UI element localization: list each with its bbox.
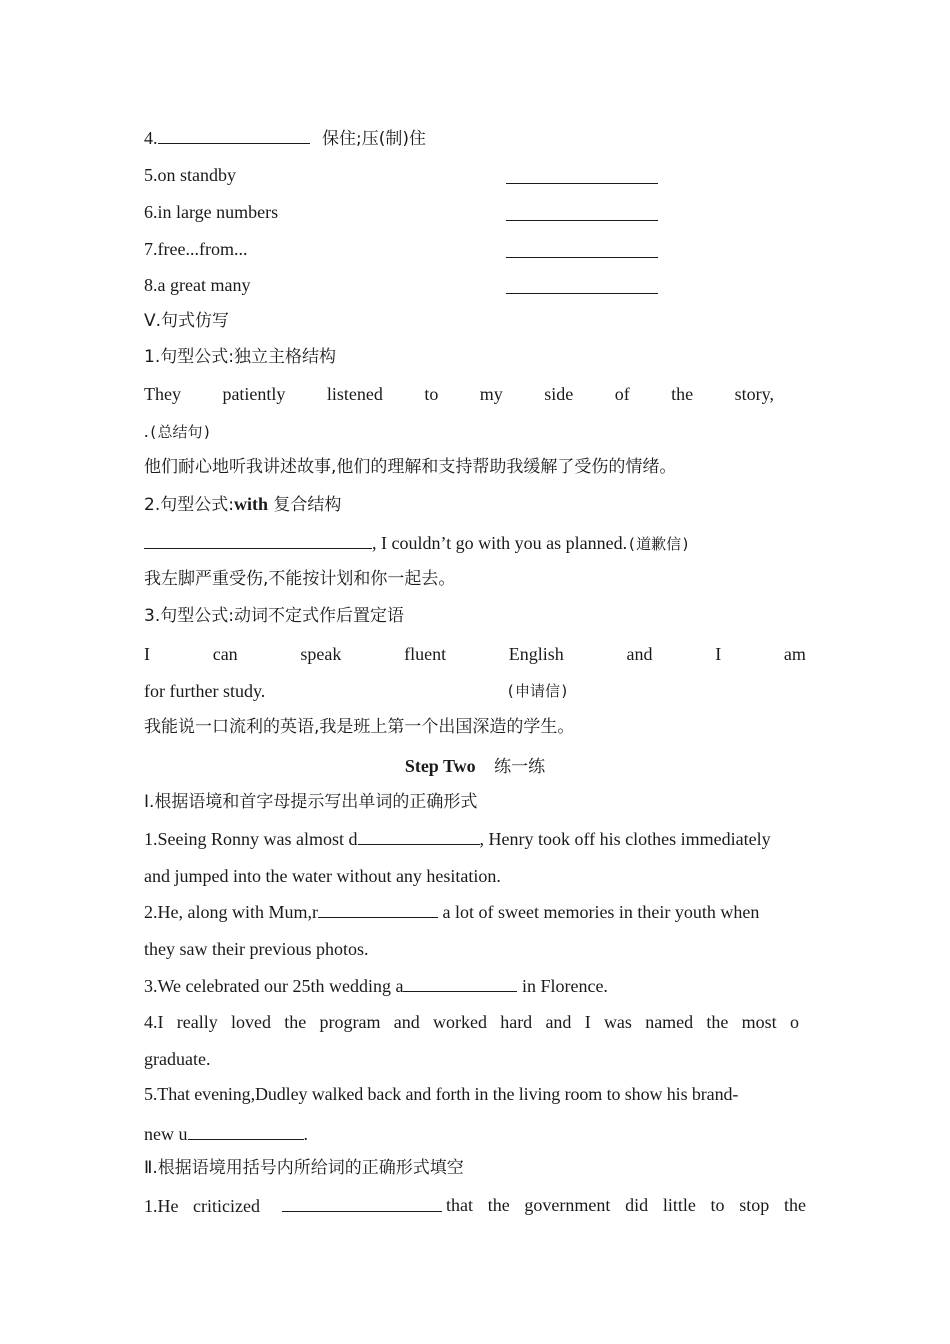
answer-blank[interactable]: [506, 167, 658, 184]
word: am: [783, 644, 806, 664]
question-text: 1.Seeing Ronny was almost d: [144, 829, 358, 849]
q1-line1: [144, 826, 806, 850]
question-text: in Florence.: [521, 976, 608, 996]
step-title-cn: 练一练: [494, 757, 546, 777]
item3-note: (申请信): [506, 682, 570, 700]
section-heading-1: Ⅰ.根据语境和首字母提示写出单词的正确形式: [144, 792, 478, 812]
vocab-item-7: [144, 237, 806, 261]
answer-blank[interactable]: [282, 1193, 442, 1212]
item2-sentence: [144, 530, 806, 554]
word: I: [715, 644, 722, 664]
q5-line2: [144, 1121, 806, 1145]
word: government: [524, 1195, 611, 1215]
section-heading-2: Ⅱ.根据语境用括号内所给词的正确形式填空: [144, 1158, 464, 1178]
question-text: a lot of sweet memories in their youth when: [442, 902, 760, 922]
word: of: [614, 384, 630, 404]
q5-line1: 5.That evening,Dudley walked back and forth in the living room to show his brand-: [144, 1084, 739, 1104]
word: speak: [300, 644, 342, 664]
word: worked: [432, 1012, 487, 1032]
title-text: 复合结构: [267, 495, 342, 515]
word: patiently: [222, 384, 286, 404]
answer-blank[interactable]: [144, 530, 372, 549]
q4-line2: graduate.: [144, 1049, 211, 1069]
step-two-title: [144, 754, 806, 778]
word: I: [584, 1012, 591, 1032]
question-text: 3.We celebrated our 25th wedding a: [144, 976, 404, 996]
question-text: new u: [144, 1124, 188, 1144]
word: and: [545, 1012, 572, 1032]
answer-blank[interactable]: [506, 241, 658, 258]
word: loved: [230, 1012, 271, 1032]
item-text: 7.free...from...: [144, 239, 248, 259]
word: the: [783, 1195, 806, 1215]
word: 4.I: [144, 1012, 164, 1032]
question-text: 2.He, along with Mum,r: [144, 902, 318, 922]
word: my: [479, 384, 503, 404]
word: to: [710, 1195, 725, 1215]
word: o: [789, 1012, 799, 1032]
item1-translation: 他们耐心地听我讲述故事,他们的理解和支持帮助我缓解了受伤的情绪。: [144, 457, 677, 477]
item2-translation: 我左脚严重受伤,不能按计划和你一起去。: [144, 569, 456, 589]
sentence-text: for further study.: [144, 681, 266, 701]
s2-q1-rest: [446, 1193, 806, 1217]
question-text: , Henry took off his clothes immediately: [479, 829, 771, 849]
item-number: 4.: [144, 128, 158, 148]
q2-line2: they saw their previous photos.: [144, 939, 369, 959]
item-meaning: 保住;压(制)住: [322, 129, 426, 149]
item-text: 8.a great many: [144, 275, 251, 295]
question-text: criticized: [193, 1196, 260, 1216]
word: program: [319, 1012, 381, 1032]
answer-blank[interactable]: [506, 204, 658, 221]
word: English: [508, 644, 564, 664]
word: listened: [326, 384, 383, 404]
answer-blank[interactable]: [506, 277, 658, 294]
answer-blank[interactable]: [318, 899, 438, 918]
item3-sentence: [144, 642, 806, 666]
title-bold: with: [233, 494, 268, 514]
word: to: [424, 384, 439, 404]
sentence-text: , I couldn’t go with you as planned.: [372, 533, 628, 553]
step-title-en: Step Two: [404, 756, 476, 776]
word: side: [544, 384, 574, 404]
q1-line2: and jumped into the water without any hesitation.: [144, 866, 501, 886]
word: They: [144, 384, 181, 404]
punctuation: .: [303, 1124, 308, 1144]
q3-line: [144, 973, 806, 997]
item3-continuation: [144, 679, 806, 703]
item2-note: (道歉信): [627, 535, 691, 553]
word: and: [393, 1012, 420, 1032]
word: the: [671, 384, 694, 404]
punctuation: .: [144, 421, 149, 441]
title-text: 2.句型公式:: [144, 495, 234, 515]
word: can: [212, 644, 238, 664]
vocab-item-6: [144, 200, 806, 224]
word: stop: [739, 1195, 770, 1215]
word: hard: [500, 1012, 533, 1032]
item1-sentence: [144, 382, 774, 406]
word: really: [176, 1012, 218, 1032]
word: the: [284, 1012, 307, 1032]
word: most: [741, 1012, 777, 1032]
word: the: [706, 1012, 729, 1032]
item-text: 6.in large numbers: [144, 202, 279, 222]
word: did: [625, 1195, 649, 1215]
vocab-item-5: [144, 163, 806, 187]
q2-line1: [144, 899, 806, 923]
word: fluent: [404, 644, 447, 664]
vocab-item-8: [144, 273, 806, 297]
item2-title: [144, 492, 806, 516]
s2-q1-line: [144, 1193, 806, 1217]
item-text: 5.on standby: [144, 165, 236, 185]
word: that: [446, 1195, 473, 1215]
answer-blank[interactable]: [358, 826, 480, 845]
item3-translation: 我能说一口流利的英语,我是班上第一个出国深造的学生。: [144, 717, 575, 737]
answer-blank[interactable]: [158, 125, 310, 144]
answer-blank[interactable]: [403, 973, 517, 992]
word: story,: [734, 384, 774, 404]
q4-line1: [144, 1010, 799, 1034]
question-text: 1.He: [144, 1196, 179, 1216]
answer-blank[interactable]: [188, 1121, 304, 1140]
word: named: [645, 1012, 694, 1032]
item3-title: 3.句型公式:动词不定式作后置定语: [144, 606, 404, 626]
item1-note: (总结句): [148, 423, 212, 441]
word: and: [626, 644, 653, 664]
section-heading-5: Ⅴ.句式仿写: [144, 311, 230, 331]
word: was: [603, 1012, 632, 1032]
vocab-item-4: [144, 125, 806, 149]
item1-continuation: [144, 419, 806, 443]
word: the: [487, 1195, 510, 1215]
word: little: [662, 1195, 696, 1215]
word: I: [144, 644, 150, 664]
item1-title: 1.句型公式:独立主格结构: [144, 347, 336, 367]
